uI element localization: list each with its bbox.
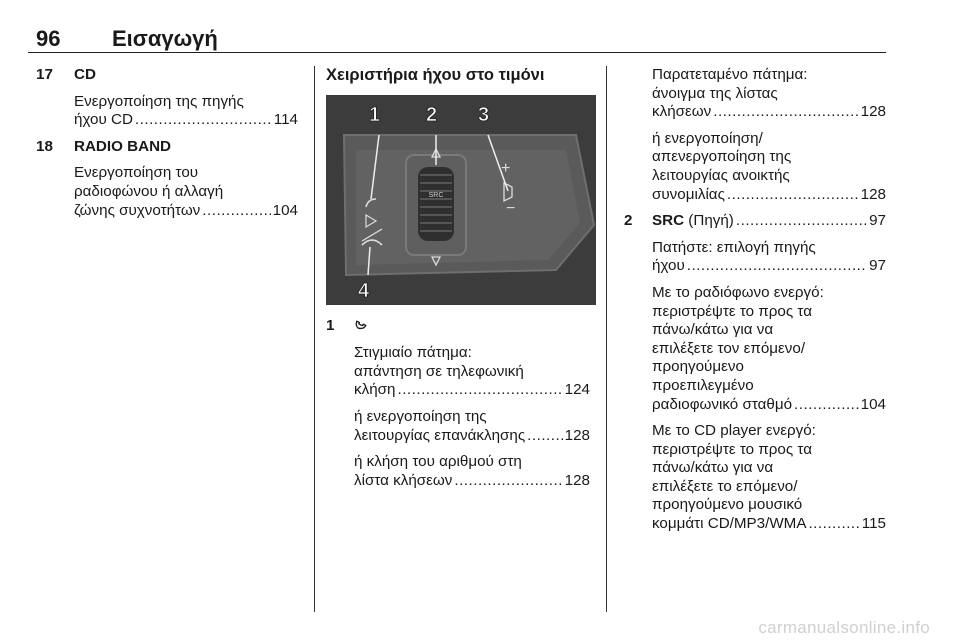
item-text: προηγούμενο μουσικό xyxy=(652,496,803,514)
item-text: πάνω/κάτω για να xyxy=(652,321,774,339)
page-reference[interactable]: ραδιοφωνικό σταθμό ..... 104 xyxy=(652,396,886,415)
svg-text:−: − xyxy=(506,199,516,217)
page-link[interactable]: 115 xyxy=(861,515,886,533)
src-label: SRC xyxy=(428,191,444,199)
page-title: Εισαγωγή xyxy=(112,26,218,51)
item-2 xyxy=(624,212,886,534)
page-link[interactable]: 124 xyxy=(564,381,590,399)
page-link[interactable]: 104 xyxy=(272,201,298,219)
item-text: ή ενεργοποίηση/ xyxy=(652,129,763,147)
watermark: carmanualsonline.info xyxy=(758,618,930,637)
page-reference[interactable]: λίστα κλήσεων ..... 128 xyxy=(354,472,590,491)
page-reference[interactable]: ήχου CD ..... 114 xyxy=(74,111,298,130)
column-2 xyxy=(326,66,590,490)
item-text: άνοιγμα της λίστας xyxy=(652,84,778,102)
entry-text: ραδιοφώνου ή αλλαγή xyxy=(74,182,224,200)
column-3 xyxy=(624,66,886,534)
page-reference[interactable]: κλήση ..... 124 xyxy=(354,381,590,400)
item-text: απάντηση σε τηλεφωνική xyxy=(354,362,524,380)
page-link[interactable]: 128 xyxy=(860,103,886,121)
item-text: προηγούμενο xyxy=(652,358,744,376)
entry-17 xyxy=(36,66,298,130)
item-text: Παρατεταμένο πάτημα: xyxy=(652,66,808,83)
entry-heading: CD xyxy=(74,66,96,83)
steering-wheel-controls-figure xyxy=(326,95,596,305)
section-title: Χειριστήρια ήχου στο τιμόνι xyxy=(326,66,545,84)
item-text: Με το ραδιόφωνο ενεργό: xyxy=(652,283,824,301)
item-number: 2 xyxy=(624,212,633,230)
entry-number: 18 xyxy=(36,137,53,155)
svg-text:+: + xyxy=(501,159,511,177)
page-number: 96 xyxy=(36,26,61,51)
item-text: επιλέξετε το επόμενο/ xyxy=(652,477,798,495)
entry-18 xyxy=(36,138,298,220)
item-text: Στιγμιαίο πάτημα: xyxy=(354,344,472,362)
page-link[interactable]: 104 xyxy=(860,395,886,413)
figure-label-4: 4 xyxy=(358,279,370,302)
figure-label-2: 2 xyxy=(426,103,438,126)
page-link[interactable]: 97 xyxy=(869,257,886,275)
page-reference[interactable]: ήχου ..... 97 xyxy=(652,257,886,276)
item-heading-reference[interactable]: SRC (Πηγή) ..... 97 xyxy=(652,212,886,231)
page-link[interactable]: 128 xyxy=(860,185,886,203)
item-1 xyxy=(326,317,590,491)
page-link[interactable]: 114 xyxy=(273,111,298,129)
item-text: λειτουργίας ανοικτής xyxy=(652,166,790,184)
page-header xyxy=(28,22,886,53)
item-text: προεπιλεγμένο xyxy=(652,376,754,394)
item-text: περιστρέψτε το προς τα xyxy=(652,440,812,458)
entry-number: 17 xyxy=(36,66,53,83)
page-reference[interactable]: συνομιλίας ..... 128 xyxy=(652,186,886,205)
item-text: απενεργοποίηση της xyxy=(652,148,792,166)
page-reference[interactable]: κομμάτι CD/MP3/WMA ..... 115 xyxy=(652,515,886,534)
entry-heading: RADIO BAND xyxy=(74,137,172,155)
figure-label-3: 3 xyxy=(478,103,490,126)
entry-text: Ενεργοποίηση του xyxy=(74,164,199,182)
item-text: Πατήστε: επιλογή πηγής xyxy=(652,238,816,256)
page-reference[interactable]: ζώνης συχνοτήτων ..... 104 xyxy=(74,202,298,221)
page-link[interactable]: 128 xyxy=(564,471,590,489)
item-number: 1 xyxy=(326,316,335,334)
item-heading: SRC xyxy=(652,212,685,230)
item-text: πάνω/κάτω για να xyxy=(652,459,774,477)
item-text: επιλέξετε τον επόμενο/ xyxy=(652,339,806,357)
phone-icon xyxy=(354,317,590,337)
item-text: ή ενεργοποίηση της xyxy=(354,407,487,425)
item-text: Με το CD player ενεργό: xyxy=(652,422,816,440)
page-reference[interactable]: κλήσεων ..... 128 xyxy=(652,103,886,122)
page-reference[interactable]: λειτουργίας επανάκλησης ..... 128 xyxy=(354,427,590,446)
column-divider-2 xyxy=(606,66,607,612)
figure-label-1: 1 xyxy=(369,103,381,126)
column-divider-1 xyxy=(314,66,315,612)
column-1 xyxy=(36,66,298,220)
item-text: ή κλήση του αριθμού στη xyxy=(354,453,522,471)
entry-text: Ενεργοποίηση της πηγής xyxy=(74,92,244,110)
page-link[interactable]: 128 xyxy=(564,426,590,444)
item-text: περιστρέψτε το προς τα xyxy=(652,302,812,320)
page-link[interactable]: 97 xyxy=(869,212,886,230)
